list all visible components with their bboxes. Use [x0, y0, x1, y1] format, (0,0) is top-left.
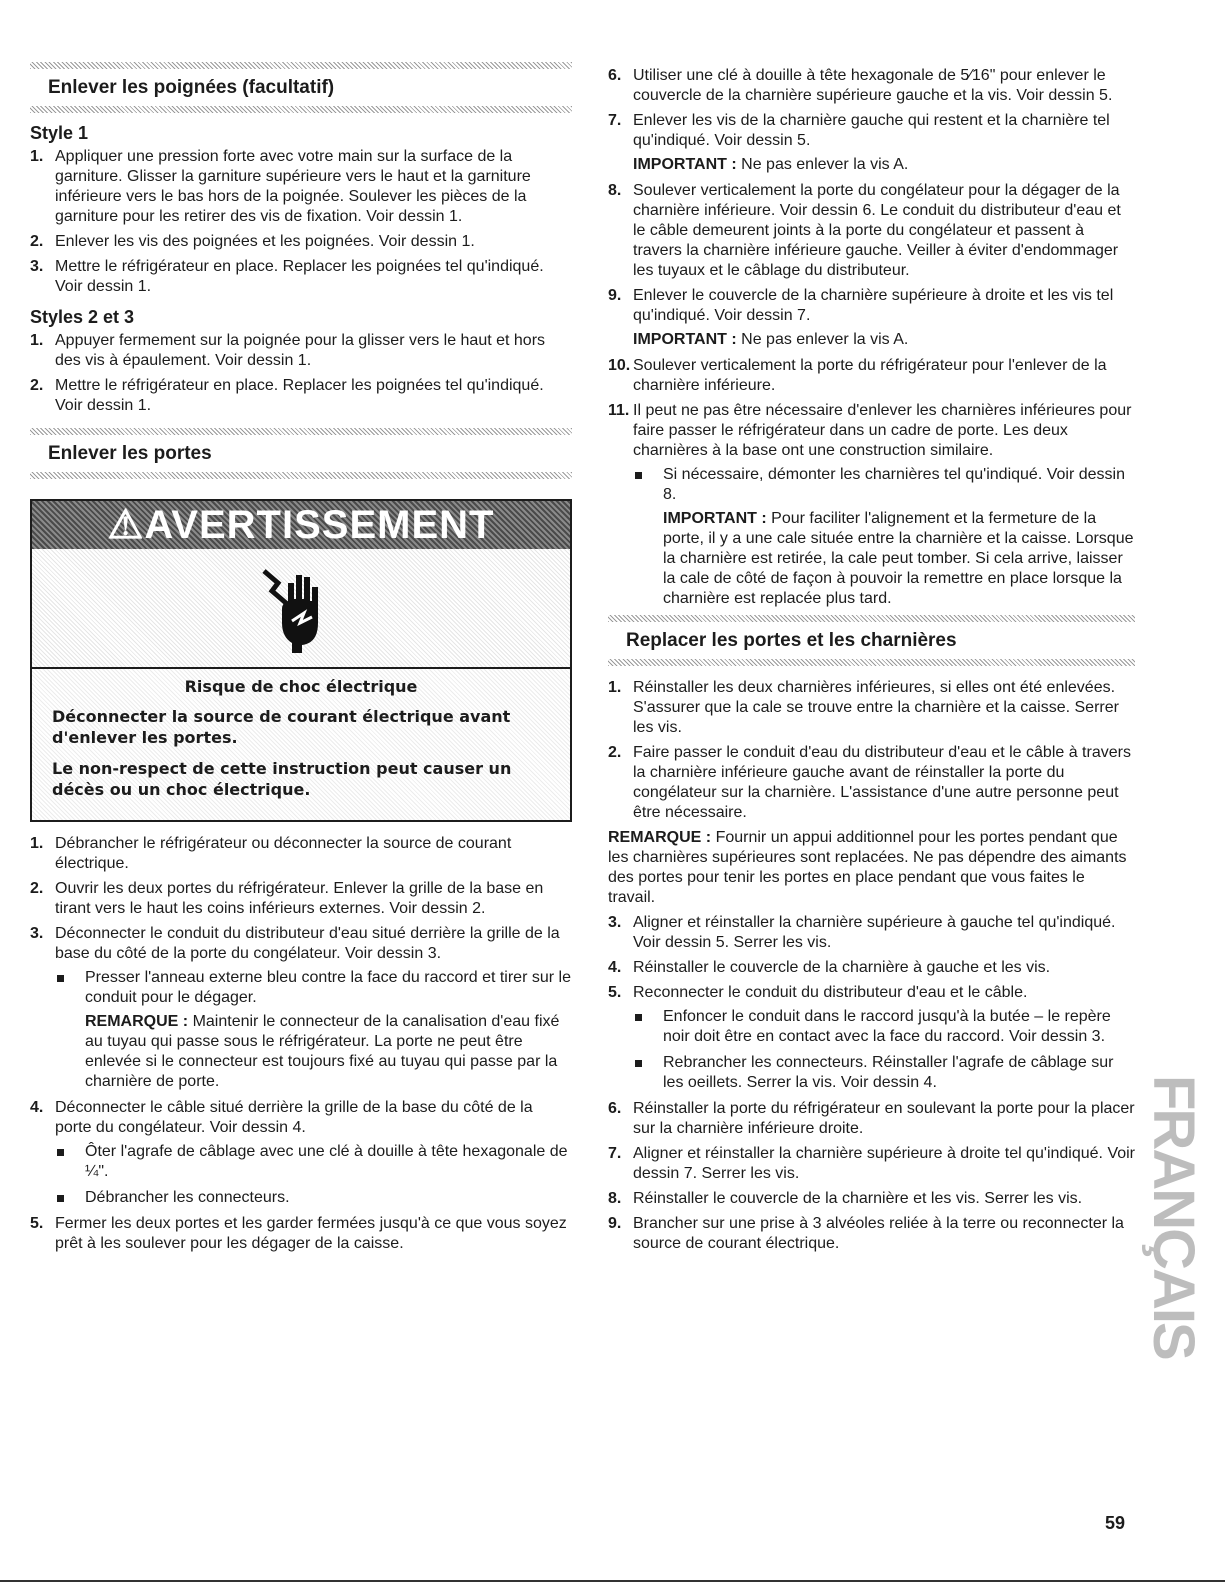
replace-steps — [608, 678, 1135, 823]
list-item: 1. Débrancher le réfrigérateur ou déconnecter la source de courant électrique. — [30, 835, 512, 872]
divider — [30, 106, 572, 113]
page-number: 59 — [1104, 1513, 1125, 1533]
bullet-list — [55, 968, 572, 1092]
doors-steps-continued — [608, 66, 1135, 609]
important-note: IMPORTANT : Ne pas enlever la vis A. — [633, 331, 909, 348]
doors-steps — [30, 834, 572, 1254]
list-item: 4. Réinstaller le couvercle de la charnière à gauche et les vis. — [608, 959, 1051, 976]
list-item: 5. Fermer les deux portes et les garder fermées jusqu'à ce que vous soyez prêt à les soulever pour les dégager de la caisse. — [30, 1215, 567, 1252]
bottom-rule — [0, 1580, 1225, 1582]
section-heading-handles: Enlever les poignées (facultatif) — [48, 77, 335, 98]
bullet-item: Presser l'anneau externe bleu contre la face du raccord et tirer sur le conduit pour le dégager. REMARQUE : Maintenir le connecteur de la canalisation d'eau fixé au tuyau qui passe sous le réfrigérateur. La porte ne peut être enlevée si le connecteur est toujours fixé au tuyau qui passe par la charnière de porte. — [55, 968, 572, 1092]
right-column — [608, 66, 1135, 1259]
list-item: 6. Réinstaller la porte du réfrigérateur en soulevant la porte pour la placer sur la charnière inférieure droite. — [608, 1100, 1135, 1137]
warning-line-2: Le non-respect de cette instruction peut causer un décès ou un choc électrique. — [52, 759, 512, 799]
warning-body — [32, 669, 570, 820]
warning-box — [30, 499, 572, 822]
important-note: IMPORTANT : Ne pas enlever la vis A. — [633, 156, 909, 173]
list-item: 3. Aligner et réinstaller la charnière supérieure à gauche tel qu'indiqué. Voir dessin 5. Serrer les vis. — [608, 914, 1116, 951]
warning-triangle-icon: ⚠ — [107, 503, 145, 547]
note: REMARQUE : Maintenir le connecteur de la canalisation d'eau fixé au tuyau qui passe sous le réfrigérateur. La porte ne peut être enlevée si le connecteur est toujours fixé au tuyau qui passe par la charnière de porte. — [85, 1013, 560, 1090]
list-item: 2. Enlever les vis des poignées et les poignées. Voir dessin 1. — [30, 233, 475, 250]
list-item: 7. Enlever les vis de la charnière gauche qui restent et la charnière tel qu'indiqué. Voir dessin 5. IMPORTANT : Ne pas enlever la vis A. — [608, 111, 1135, 175]
list-item: 4. Déconnecter le câble situé derrière la grille de la base du côté de la porte du congélateur. Voir dessin 4. Ôter l'agrafe de câblage avec une clé à douille à tête hexagonale de ¼". Débrancher les connecteurs. — [30, 1098, 572, 1208]
list-item: 3. Déconnecter le conduit du distributeur d'eau situé derrière la grille de la base du côté de la porte du congélateur. Voir dessin 3. Presser l'anneau externe bleu contre la face du raccord et tirer sur le conduit pour le dégager. REMARQUE : Maintenir le connecteur de la canalisation d'eau fixé au tuyau qui passe sous le réfrigérateur. La porte ne peut être enlevée si le connecteur est toujours fixé au tuyau qui passe par la charnière de porte. — [30, 925, 571, 1090]
bullet-item: Enfoncer le conduit dans le raccord jusqu'à la butée – le repère noir doit être en contact avec la face du raccord. Voir dessin 3. — [633, 1007, 1135, 1047]
bullet-item: Si nécessaire, démonter les charnières tel qu'indiqué. Voir dessin 8. IMPORTANT : Pour faciliter l'alignement et la fermeture de la porte, il y a une cale située entre la charnière et la caisse. Lorsque la charnière est retirée, la cale peut tomber. Si cela arrive, laisser la cale de côté de façon à pouvoir la remettre en place lorsque la charnière est replacée plus tard. — [633, 465, 1135, 609]
list-item: 10. Soulever verticalement la porte du réfrigérateur pour l'enlever de la charnière inférieure. — [608, 357, 1107, 394]
style1-steps — [30, 147, 572, 297]
warning-line-1: Déconnecter la source de courant électrique avant d'enlever les portes. — [52, 707, 511, 747]
list-item: 1. Réinstaller les deux charnières inférieures, si elles ont été enlevées. S'assurer que la cale se trouve entre la charnière et la caisse. Serrer les vis. — [608, 679, 1119, 736]
warning-title: ⚠AVERTISSEMENT — [32, 501, 570, 549]
list-item: 7. Aligner et réinstaller la charnière supérieure à droite tel qu'indiqué. Voir dessin 7. Serrer les vis. — [608, 1145, 1136, 1182]
bullet-list — [55, 1142, 572, 1208]
list-item: 3. Mettre le réfrigérateur en place. Replacer les poignées tel qu'indiqué. Voir dessin 1. — [30, 258, 544, 295]
left-column — [30, 62, 572, 1259]
bullet-list — [633, 1007, 1135, 1093]
list-item: 11. Il peut ne pas être nécessaire d'enlever les charnières inférieures pour faire passer le réfrigérateur dans un cadre de porte. Les deux charnières à la base ont une construction similaire. Si nécessaire, démonter les charnières tel qu'indiqué. Voir dessin 8. IMPORTANT : Pour faciliter l'alignement et la fermeture de la porte, il y a une cale située entre la charnière et la caisse. Lorsque la charnière est retirée, la cale peut tomber. Si cela arrive, laisser la cale de côté de façon à pouvoir la remettre en place lorsque la charnière est replacée plus tard. — [608, 402, 1134, 607]
bullet-item: Rebrancher les connecteurs. Réinstaller l'agrafe de câblage sur les oeillets. Serrer la vis. Voir dessin 4. — [633, 1053, 1135, 1093]
list-item: 5. Reconnecter le conduit du distributeur d'eau et le câble. Enfoncer le conduit dans le raccord jusqu'à la butée – le repère noir doit être en contact avec la face du raccord. Voir dessin 3. Rebrancher les connecteurs. Réinstaller l'agrafe de câblage sur les oeillets. Serrer la vis. Voir dessin 4. — [608, 983, 1135, 1093]
bullet-list — [633, 465, 1135, 609]
important-note: IMPORTANT : Pour faciliter l'alignement et la fermeture de la porte, il y a une cale située entre la charnière et la caisse. Lorsque la charnière est retirée, la cale peut tomber. Si cela arrive, laisser la cale de côté de façon à pouvoir la remettre en place lorsque la charnière est replacée plus tard. — [663, 510, 1134, 607]
electric-shock-hand-icon — [32, 549, 570, 669]
subheading-style1: Style 1 — [30, 123, 89, 143]
list-item: 2. Faire passer le conduit d'eau du distributeur d'eau et le câble à travers la charnière inférieure gauche avant de réinstaller la porte du congélateur sur la charnière. L'assistance d'une autre personne peut être nécessaire. — [608, 744, 1131, 821]
list-item: 2. Ouvrir les deux portes du réfrigérateur. Enlever la grille de la base en tirant vers le haut les coins inférieurs externes. Voir dessin 2. — [30, 880, 544, 917]
list-item: 2. Mettre le réfrigérateur en place. Replacer les poignées tel qu'indiqué. Voir dessin 1. — [30, 377, 544, 414]
section-heading-replace: Replacer les portes et les charnières — [626, 630, 957, 651]
bullet-item: Ôter l'agrafe de câblage avec une clé à douille à tête hexagonale de ¼". — [55, 1142, 572, 1182]
divider — [30, 428, 572, 435]
section-heading-doors: Enlever les portes — [48, 443, 212, 464]
list-item: 9. Enlever le couvercle de la charnière supérieure à droite et les vis tel qu'indiqué. Voir dessin 7. IMPORTANT : Ne pas enlever la vis A. — [608, 286, 1135, 350]
subheading-styles23: Styles 2 et 3 — [30, 307, 135, 327]
list-item: 1. Appuyer fermement sur la poignée pour la glisser vers le haut et hors des vis à épaulement. Voir dessin 1. — [30, 332, 546, 369]
list-item: 8. Soulever verticalement la porte du congélateur pour la dégager de la charnière inférieure. Voir dessin 6. Le conduit du distributeur d'eau et le câble demeurent joints à la porte du congélateur et passent à travers la charnière inférieure gauche. Veiller à éviter d'endommager les tuyaux et le câblage du distributeur. — [608, 182, 1121, 279]
warning-risk: Risque de choc électrique — [184, 677, 418, 696]
divider — [30, 62, 572, 69]
list-item: 9. Brancher sur une prise à 3 alvéoles reliée à la terre ou reconnecter la source de courant électrique. — [608, 1215, 1124, 1252]
divider — [608, 659, 1135, 666]
divider — [30, 472, 572, 479]
remarque-note: REMARQUE : Fournir un appui additionnel pour les portes pendant que les charnières supérieures sont replacées. Ne pas dépendre des aimants des portes pour tenir les portes en place pendant que vous faites le travail. — [608, 829, 1127, 906]
list-item: 1. Appliquer une pression forte avec votre main sur la surface de la garniture. Glisser la garniture supérieure vers le haut et la garniture inférieure vers le bas hors de la poignée. Soulever les pièces de la garniture pour les retirer des vis de fixation. Voir dessin 1. — [30, 148, 531, 225]
list-item: 6. Utiliser une clé à douille à tête hexagonale de 5⁄16" pour enlever le couvercle de la charnière supérieure gauche et la vis. Voir dessin 5. — [608, 67, 1113, 104]
styles23-steps — [30, 331, 572, 416]
divider — [608, 615, 1135, 622]
language-side-tab: FRANÇAIS — [1141, 1075, 1206, 1359]
list-item: 8. Réinstaller le couvercle de la charnière et les vis. Serrer les vis. — [608, 1190, 1083, 1207]
replace-steps-continued — [608, 913, 1135, 1254]
bullet-item: Débrancher les connecteurs. — [55, 1188, 572, 1208]
